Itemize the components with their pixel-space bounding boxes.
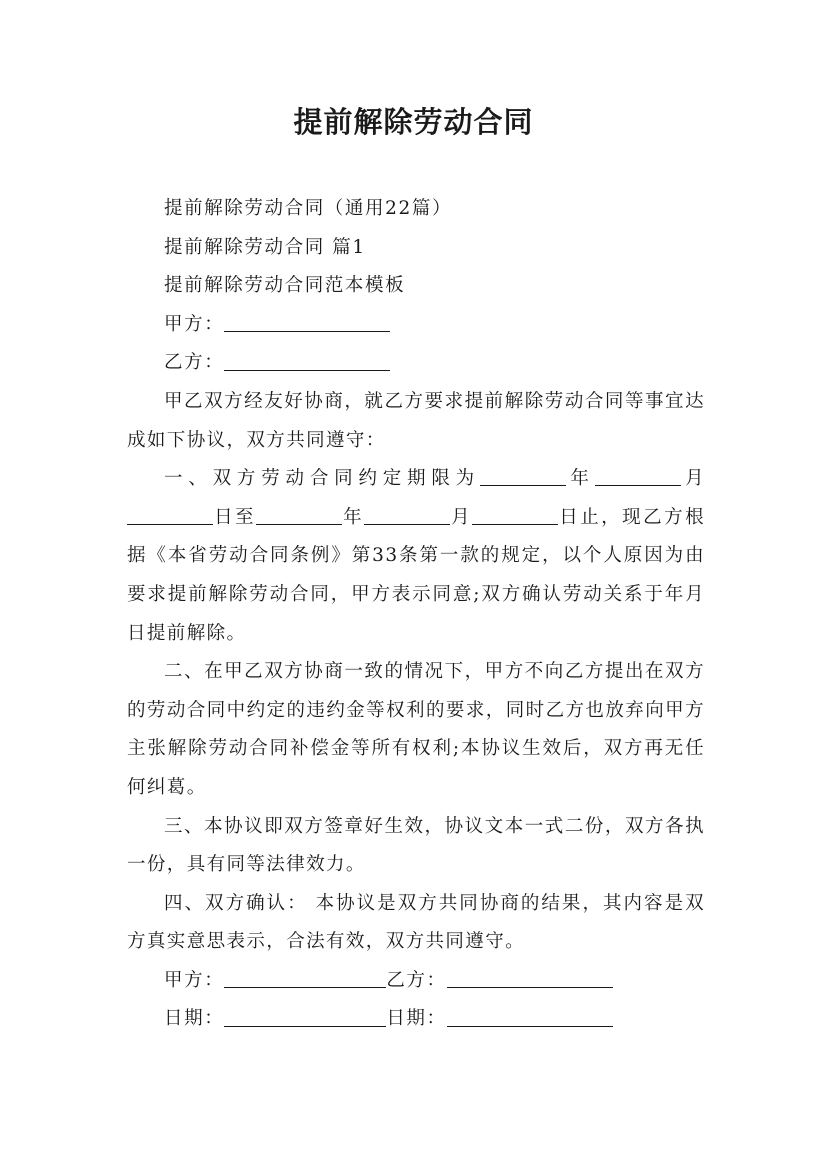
sign-party-b-label: 乙方： [386, 969, 447, 991]
clause-1-rest: 日止，现乙方根据《本省劳动合同条例》第33条第一款的规定，以个人原因为由要求提前解除劳动合同，甲方表示同意;双方确认劳动关系于年月日提前解除。 [127, 506, 705, 644]
sign-party-b-blank[interactable] [447, 968, 613, 988]
clause-4: 四、双方确认： 本协议是双方共同协商的结果，其内容是双方真实意思表示，合法有效，双方共同遵守。 [127, 892, 705, 953]
day-blank-2[interactable] [472, 505, 558, 525]
year-blank-1[interactable] [480, 466, 566, 486]
intro-paragraph: 甲乙双方经友好协商，就乙方要求提前解除劳动合同等事宜达成如下协议，双方共同遵守： [127, 390, 705, 451]
signature-line [127, 962, 705, 1001]
month-blank-2[interactable] [364, 505, 450, 525]
sign-date-b-blank[interactable] [447, 1006, 613, 1026]
party-b-line [127, 344, 705, 383]
document-body [127, 190, 705, 1039]
clause-1-year1: 年 [565, 468, 595, 490]
clause-1 [127, 460, 705, 653]
day-blank-1[interactable] [127, 505, 213, 525]
sign-party-a-blank[interactable] [224, 968, 386, 988]
party-b-blank[interactable] [224, 350, 390, 370]
party-a-label: 甲方： [164, 313, 225, 335]
heading-chapter: 提前解除劳动合同 篇1 [164, 236, 366, 258]
clause-2: 二、在甲乙双方协商一致的情况下，甲方不向乙方提出在双方的劳动合同中约定的违约金等权利的要求，同时乙方也放弃向甲方主张解除劳动合同补偿金等所有权利;本协议生效后，双方再无任何纠葛。 [127, 661, 705, 798]
sign-date-a-blank[interactable] [224, 1006, 386, 1026]
sign-date-b-label: 日期： [386, 1008, 447, 1030]
clause-1-month1: 月 [680, 468, 706, 490]
document-title: 提前解除劳动合同 [293, 105, 534, 139]
sign-party-a-label: 甲方： [164, 969, 225, 991]
clause-1-month2: 月 [450, 506, 473, 528]
party-a-blank[interactable] [224, 312, 390, 332]
date-line [127, 1000, 705, 1039]
clause-1-part1: 一、双方劳动合同约定期限为 [164, 468, 480, 490]
clause-1-year2: 年 [342, 506, 365, 528]
year-blank-2[interactable] [256, 505, 342, 525]
party-a-line [127, 306, 705, 345]
clause-3: 三、本协议即双方签章好生效，协议文本一式二份，双方各执一份，具有同等法律效力。 [127, 815, 705, 876]
sign-date-a-label: 日期： [164, 1008, 225, 1030]
heading-template: 提前解除劳动合同范本模板 [164, 275, 406, 297]
month-blank-1[interactable] [595, 466, 681, 486]
party-b-label: 乙方： [164, 352, 225, 374]
heading-general: 提前解除劳动合同（通用22篇） [164, 198, 453, 219]
clause-1-day-to: 日至 [213, 506, 257, 528]
